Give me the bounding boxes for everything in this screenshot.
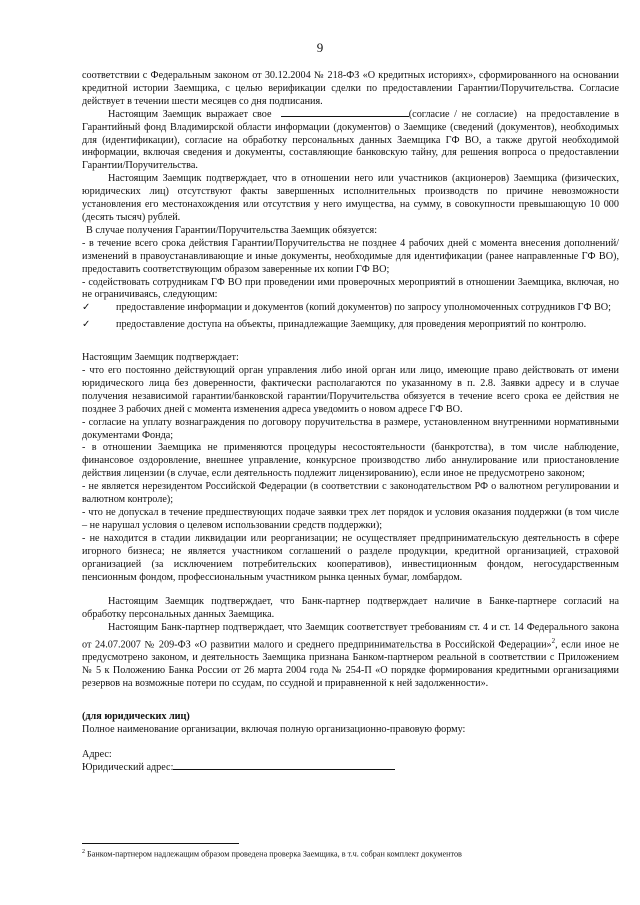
- legal-entity-name-label: Полное наименование организации, включая полную организационно-правовую форму:: [82, 724, 466, 736]
- consent-choice: (согласие / не согласие): [408, 108, 517, 120]
- page-number: 9: [316, 40, 324, 55]
- paragraph-obligations-lead: В случае получения Гарантии/Поручительства Заемщик обязуется:: [86, 224, 378, 236]
- checkmark-icon: ✓: [82, 302, 91, 314]
- consent-blank[interactable]: [281, 116, 409, 117]
- paragraph-credit-history: соответствии с Федеральным законом от 30.12.2004 № 218-ФЗ «О кредитных историях», сформированного на основании кредитной истории Заемщика, с целью верификации сделки по предоставлении Гарантии/Поручительства. Согласие действует в течении шести месяцев со дня подписания.: [82, 70, 619, 107]
- checklist-item: ✓ предоставление доступа на объекты, принадлежащие Заемщику, для проведения мероприятий по контролю.: [82, 319, 587, 331]
- confirm-item: - что не допускал в течение предшествующих подаче заявки трех лет порядок и условия оказания поддержки (в том числе – не нарушал условия о целевом использовании средств поддержки);: [82, 507, 619, 531]
- confirm-item: - не находится в стадии ликвидации или реорганизации; не осуществляет предпринимательскую деятельность в сфере игорного бизнеса; не является участником соглашений о разделе продукции, кредитной организацией, страховой организацией (за исключением потребительских кооперативов), инвестиционным фондом, негосударственным пенсионным фондом, профессиональным участником рынка ценных бумаг, ломбардом.: [82, 532, 619, 583]
- address-label: Адрес:: [82, 748, 112, 760]
- confirm-item: - в отношении Заемщика не применяются процедуры несостоятельности (банкротства), в том числе наблюдение, финансовое оздоровление, внешнее управление, конкурсное производство либо аннулирование или приостановление действия лицензии (в случае, если деятельность подлежит лицензированию), если иное не предусмотрено законом;: [82, 442, 619, 480]
- footnote-separator: [82, 843, 239, 844]
- checklist-item: ✓ предоставление информации и документов (копий документов) по запросу уполномоченных сотрудников ГФ ВО;: [82, 302, 611, 314]
- paragraph-bank-confirm: Настоящим Банк-партнер подтверждает, что Заемщик соответствует требованиям ст. 4 и ст. 14 Федерального закона от 24.07.2007 № 209-ФЗ «О развитии малого и среднего предпринимательства в Российской Федерации»$^2$, если иное не предусмотрено законом, и деятельность Заемщика признана Банком-партнером реальной в соответствии с Приложением № 5 к Положению Банка России от 26 марта 2004 года № 254-П «О порядке формирования кредитными организациями резервов на возможные потери по ссудам, по ссудной и приравненной к ней задолженности».: [82, 622, 619, 690]
- footnote: $^2$ Банком-партнером надлежащим образом проведена проверка Заемщика, в т.ч. собран комплект документов: [82, 849, 462, 859]
- confirm-item: - не является нерезидентом Российской Федерации (в соответствии с законодательством РФ о валютном регулировании и валютном контроле);: [82, 481, 619, 506]
- obligation-update-docs: - в течение всего срока действия Гарантии/Поручительства не позднее 4 рабочих дней с момента внесения дополнений/изменений в правоустанавливающие и иные документы, необходимые для идентификации (ранее направленные ГФ ВО), предоставить соответствующим образом заверенные их копии ГФ ВО;: [82, 237, 619, 275]
- footnote-ref: 2: [551, 637, 556, 646]
- legal-entity-heading: (для юридических лиц): [82, 711, 190, 723]
- document-body: [82, 70, 619, 775]
- obligation-assist: - содействовать сотрудникам ГФ ВО при проведении ими проверочных мероприятий в отношении Заемщика, включая, но не ограничиваясь, следующим:: [82, 276, 619, 301]
- confirm-item: - согласие на уплату вознаграждения по договору поручительства в размере, установленном внутренними нормативными документами Фонда;: [82, 416, 619, 441]
- checkmark-icon: ✓: [82, 319, 91, 331]
- paragraph-no-proceedings: Настоящим Заемщик подтверждает, что в отношении него или участников (акционеров) Заемщика (физических, юридических лиц) отсутствуют факты завершенных исполнительных производств по причине невозможности установления его местонахождения или отсутствия у него имущества, на сумму, в совокупности превышающую 10 000 (десять тысяч) рублей.: [82, 173, 619, 223]
- paragraph-bank-consent: Настоящим Заемщик подтверждает, что Банк-партнер подтверждает наличие в Банке-партнере согласий на обработку персональных данных Заемщика.: [82, 596, 619, 621]
- confirm-heading: Настоящим Заемщик подтверждает:: [82, 352, 239, 364]
- legal-address-row: Юридический адрес:: [82, 762, 619, 775]
- legal-address-field[interactable]: [173, 769, 395, 770]
- consent-lead: Настоящим Заемщик выражает свое: [108, 108, 272, 120]
- consent-rest: на предоставление в Гарантийный фонд Владимирской области информации (документов) о Заемщике (сведений (документов), необходимых для (идентификации), согласие на обработку персональных данных Заемщика ГФ ВО, а также другой необходимой информации, включая сведения и документы, составляющие банковскую тайну, для решения вопроса о предоставлении Гарантии/Поручительства.: [82, 108, 620, 172]
- paragraph-consent: [82, 109, 619, 174]
- confirm-item: - что его постоянно действующий орган управления либо иной орган или лицо, имеющие право действовать от имени юридического лица без доверенности, фактически располагаются по указанному в п. 2.8. Заявки адресу и в случае получения независимой гарантии/банковской гарантии/Поручительства обязуется в течение всего срока ее действия не позднее 3 рабочих дней с момента изменения адреса уведомить о новом адресе ГФ ВО.: [82, 365, 619, 415]
